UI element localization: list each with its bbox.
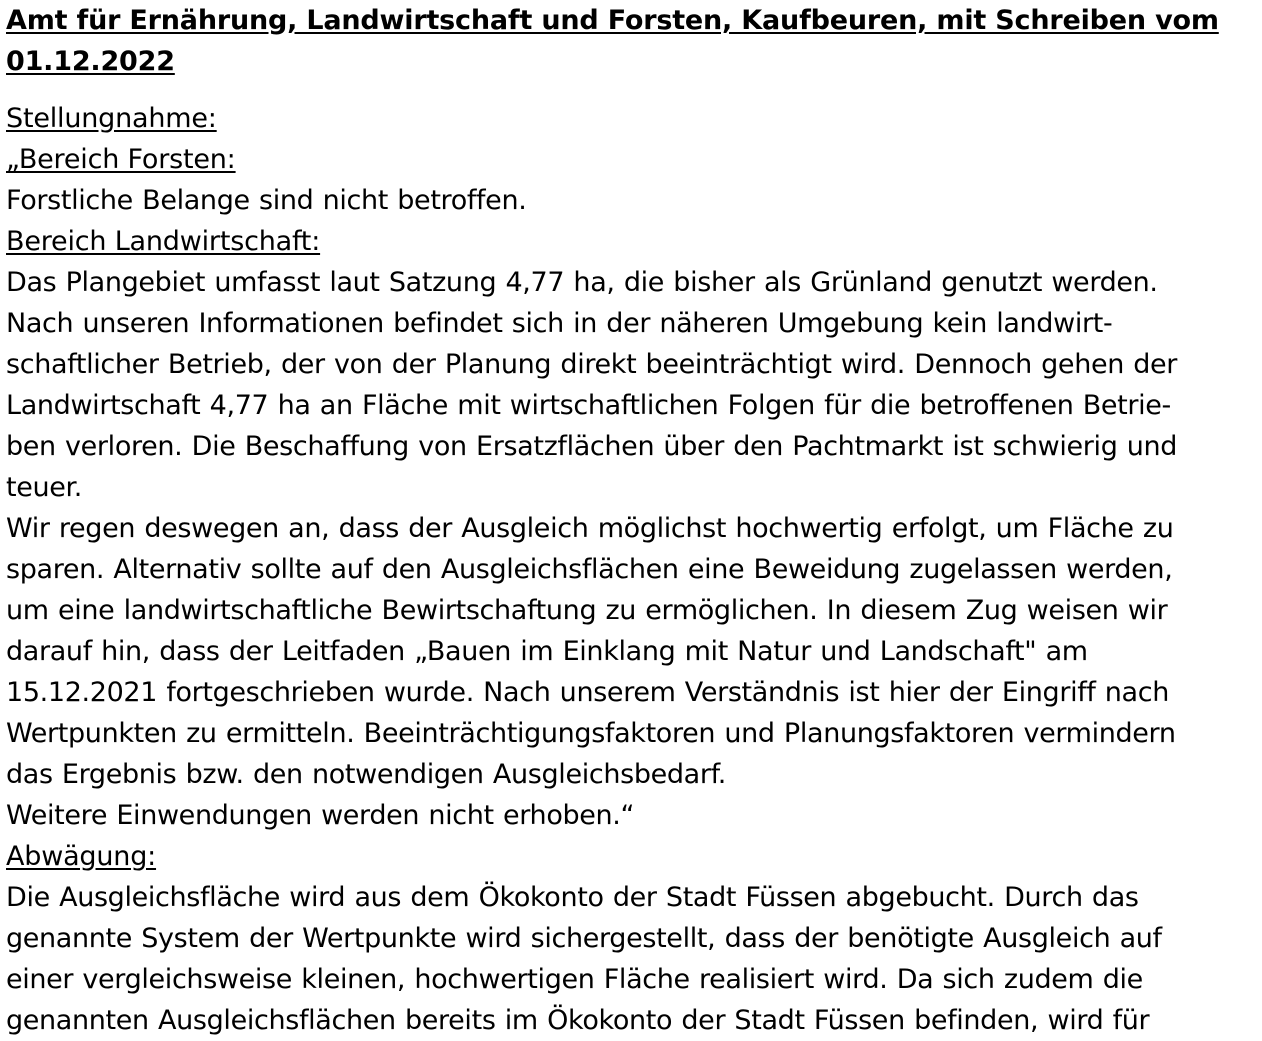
stellungnahme-line: darauf hin, dass der Leitfaden „Bauen im Einklang mit Natur und Landschaft" am xyxy=(6,636,1088,667)
stellungnahme-line: um eine landwirtschaftliche Bewirtschaftung zu ermöglichen. In diesem Zug weisen wir xyxy=(6,595,1168,626)
stellungnahme-line: Das Plangebiet umfasst laut Satzung 4,77 ha, die bisher als Grünland genutzt werden. xyxy=(6,267,1158,298)
stellungnahme-line: teuer. xyxy=(6,472,83,503)
stellungnahme-line: Wertpunkten zu ermitteln. Beeinträchtigungsfaktoren und Planungsfaktoren vermindern xyxy=(6,718,1176,749)
stellungnahme-label: Stellungnahme: xyxy=(6,103,217,134)
landwirtschaft-label: Bereich Landwirtschaft: xyxy=(6,226,321,257)
stellungnahme-line: Wir regen deswegen an, dass der Ausgleich möglichst hochwertig erfolgt, um Fläche zu xyxy=(6,513,1174,544)
stellungnahme-line: sparen. Alternativ sollte auf den Ausgleichsflächen eine Beweidung zugelassen werden, xyxy=(6,554,1173,585)
stellungnahme-line: Weitere Einwendungen werden nicht erhoben.“ xyxy=(6,800,635,831)
stellungnahme-line: Landwirtschaft 4,77 ha an Fläche mit wirtschaftlichen Folgen für die betroffenen Betrie- xyxy=(6,390,1171,421)
document-page xyxy=(6,0,1258,1041)
spacer xyxy=(6,82,1258,98)
abwaegung-label: Abwägung: xyxy=(6,841,157,872)
abwaegung-line: genannte System der Wertpunkte wird sichergestellt, dass der benötigte Ausgleich auf xyxy=(6,923,1162,954)
forsten-label: „Bereich Forsten: xyxy=(6,144,236,175)
document-heading xyxy=(6,0,1258,82)
stellungnahme-line: Nach unseren Informationen befindet sich in der näheren Umgebung kein landwirt- xyxy=(6,308,1113,339)
heading-line-1: Amt für Ernährung, Landwirtschaft und Forsten, Kaufbeuren, mit Schreiben vom xyxy=(6,5,1219,36)
stellungnahme-section xyxy=(6,98,1258,836)
stellungnahme-line: ben verloren. Die Beschaffung von Ersatzflächen über den Pachtmarkt ist schwierig und xyxy=(6,431,1178,462)
abwaegung-line: einer vergleichsweise kleinen, hochwertigen Fläche realisiert wird. Da sich zudem die xyxy=(6,964,1143,995)
abwaegung-line: Die Ausgleichsfläche wird aus dem Ökokonto der Stadt Füssen abgebucht. Durch das xyxy=(6,882,1139,913)
stellungnahme-line: das Ergebnis bzw. den notwendigen Ausgleichsbedarf. xyxy=(6,759,727,790)
abwaegung-line: genannten Ausgleichsflächen bereits im Ökokonto der Stadt Füssen befinden, wird für xyxy=(6,1005,1150,1036)
forsten-text: Forstliche Belange sind nicht betroffen. xyxy=(6,185,527,216)
stellungnahme-line: 15.12.2021 fortgeschrieben wurde. Nach unserem Verständnis ist hier der Eingriff nach xyxy=(6,677,1169,708)
stellungnahme-line: schaftlicher Betrieb, der von der Planung direkt beeinträchtigt wird. Dennoch gehen der xyxy=(6,349,1178,380)
heading-line-2: 01.12.2022 xyxy=(6,46,175,77)
abwaegung-section xyxy=(6,836,1258,1041)
